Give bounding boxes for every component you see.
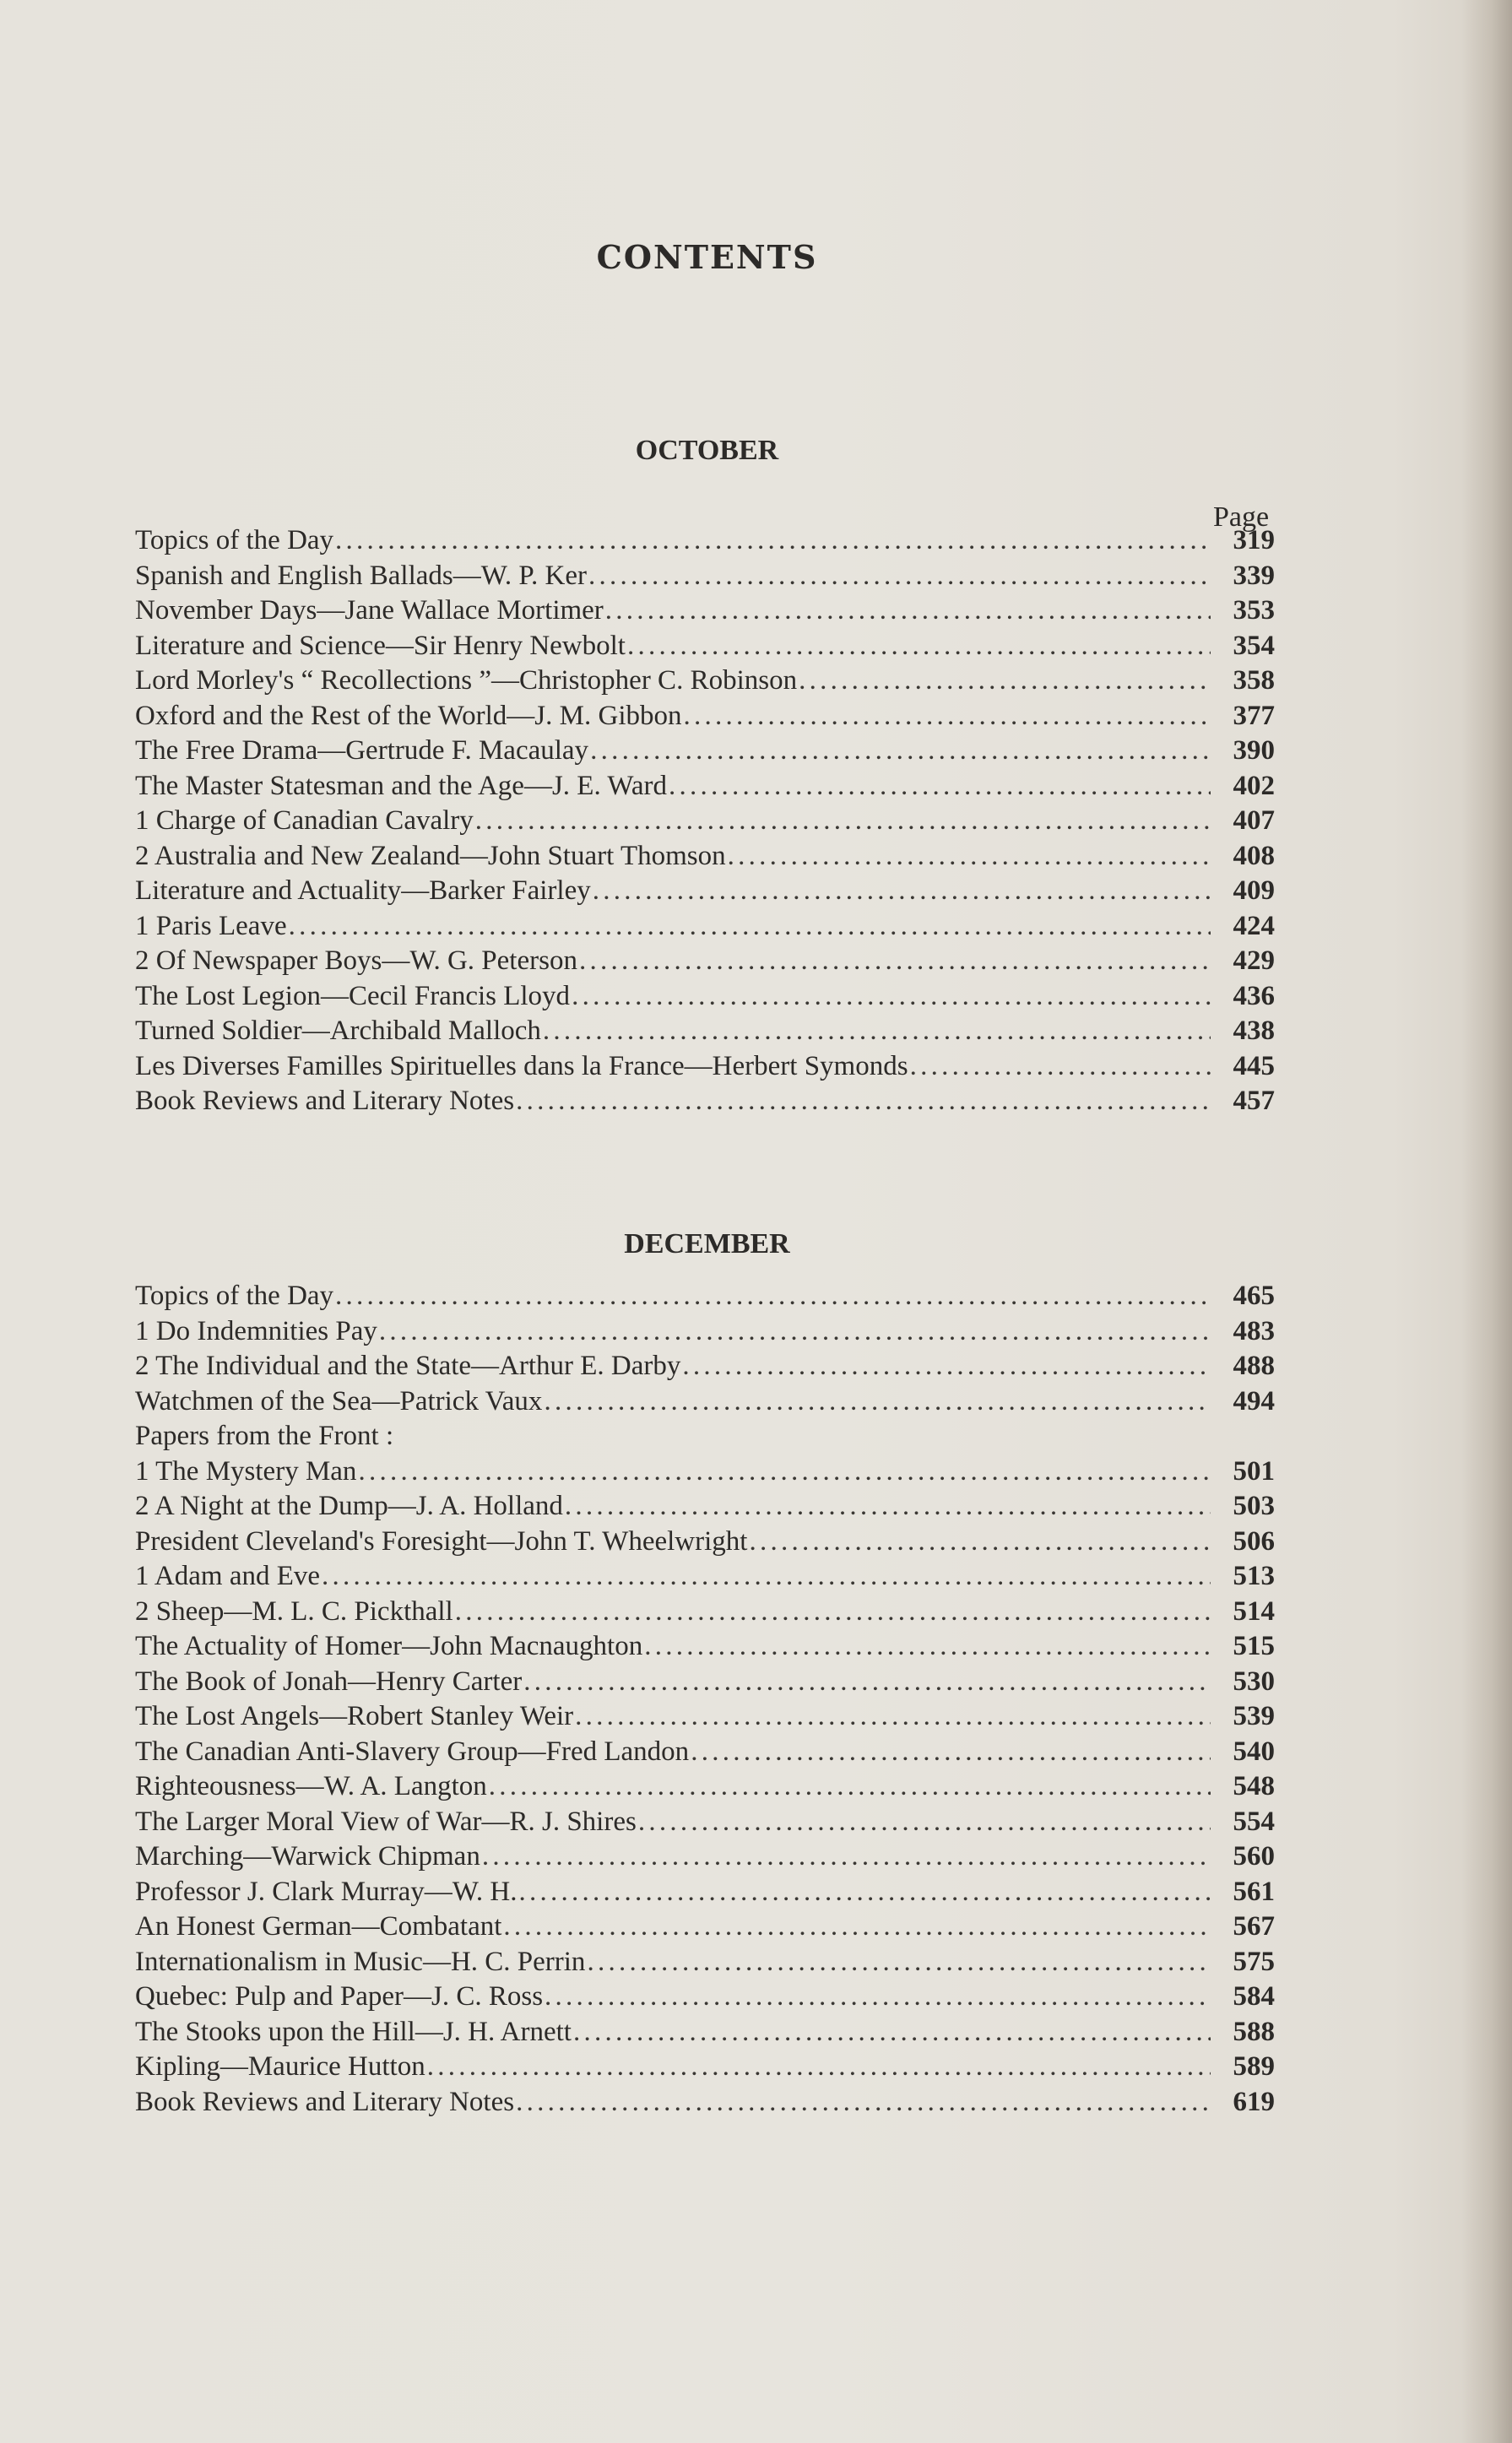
dot-leader <box>503 1909 1211 1945</box>
dot-leader <box>590 734 1211 769</box>
page-title: CONTENTS <box>596 238 818 276</box>
toc-entry <box>135 1419 1283 1454</box>
toc-entry <box>135 1084 1283 1119</box>
dot-leader <box>644 1629 1211 1665</box>
toc-entry-page-number: 408 <box>1233 840 1275 871</box>
toc-entry-title: The Lost Legion—Cecil Francis Lloyd <box>135 980 571 1011</box>
toc-entry <box>135 1559 1283 1595</box>
dot-leader <box>593 874 1211 909</box>
toc-entry-page-number: 575 <box>1233 1946 1275 1977</box>
toc-entry <box>135 1665 1283 1700</box>
toc-entry <box>135 1875 1283 1910</box>
toc-entry-page-number: 319 <box>1233 525 1275 555</box>
toc-entry-page-number: 354 <box>1233 630 1275 661</box>
toc-entry-page-number: 548 <box>1233 1771 1275 1801</box>
toc-entry-page-number: 515 <box>1233 1631 1275 1661</box>
toc-entry <box>135 1049 1283 1085</box>
toc-entry <box>135 664 1283 699</box>
toc-entry-title: Turned Soldier—Archibald Malloch <box>135 1016 541 1046</box>
toc-entry-title: Literature and Science—Sir Henry Newbolt <box>135 630 626 661</box>
toc-entry-page-number: 513 <box>1233 1561 1275 1591</box>
toc-entry-page-number: 589 <box>1233 2051 1275 2082</box>
dot-leader <box>588 559 1211 594</box>
dot-leader <box>572 979 1211 1015</box>
toc-entry <box>135 804 1283 839</box>
toc-entry-page-number: 436 <box>1233 980 1275 1011</box>
toc-entry-page-number: 554 <box>1233 1806 1275 1837</box>
toc-entry-title: An Honest German—Combatant <box>135 1911 502 1942</box>
toc-entry-title: Watchmen of the Sea—Patrick Vaux <box>135 1385 543 1417</box>
toc-entry-page-number: 530 <box>1233 1666 1275 1697</box>
toc-entry-page-number: 353 <box>1233 595 1275 626</box>
toc-entry-title: Topics of the Day <box>135 1281 334 1311</box>
toc-entry-page-number: 561 <box>1233 1876 1275 1907</box>
toc-entry <box>135 2085 1283 2121</box>
dot-leader <box>335 1279 1211 1314</box>
toc-entry <box>135 1769 1283 1805</box>
toc-entry <box>135 1489 1283 1525</box>
toc-entry-title: The Canadian Anti-Slavery Group—Fred Landon <box>135 1736 690 1767</box>
toc-entry-page-number: 483 <box>1233 1315 1275 1346</box>
dot-leader <box>638 1805 1211 1840</box>
dot-leader <box>358 1454 1211 1490</box>
toc-entry <box>135 944 1283 979</box>
toc-entry <box>135 593 1283 629</box>
toc-entry-title: 2 Of Newspaper Boys—W. G. Peterson <box>135 945 577 976</box>
toc-entry-page-number: 457 <box>1233 1086 1275 1116</box>
dot-leader <box>799 664 1211 699</box>
dot-leader <box>523 1665 1211 1700</box>
dot-leader <box>587 1945 1211 1980</box>
toc-entry-title: Kipling—Maurice Hutton <box>135 2051 425 2082</box>
toc-entry-title: 2 A Night at the Dump—J. A. Holland <box>135 1491 563 1521</box>
toc-entry-page-number: 402 <box>1233 770 1275 801</box>
toc-entry-title: 1 Do Indemnities Pay <box>135 1315 377 1346</box>
dot-leader <box>579 944 1211 979</box>
toc-entry <box>135 629 1283 664</box>
dot-leader <box>545 1980 1211 2015</box>
toc-entry-title: Literature and Actuality—Barker Fairley <box>135 875 591 906</box>
toc-entry-title: 1 The Mystery Man <box>135 1455 357 1487</box>
toc-entry <box>135 1909 1283 1945</box>
toc-entry-page-number: 390 <box>1233 735 1275 766</box>
toc-entry-title: Lord Morley's “ Recollections ”—Christopher C. Robinson <box>135 665 798 696</box>
dot-leader <box>544 1384 1211 1420</box>
dot-leader <box>669 769 1211 804</box>
dot-leader <box>728 839 1211 875</box>
toc-entry-page-number: 567 <box>1233 1911 1275 1942</box>
toc-entry-page-number: 409 <box>1233 875 1275 906</box>
toc-entry-title: The Book of Jonah—Henry Carter <box>135 1666 523 1697</box>
toc-entry-title: The Free Drama—Gertrude F. Macaulay <box>135 735 589 766</box>
toc-entry <box>135 1454 1283 1490</box>
toc-entry-title: The Lost Angels—Robert Stanley Weir <box>135 1701 574 1731</box>
toc-entry-title: 2 Sheep—M. L. C. Pickthall <box>135 1595 453 1627</box>
toc-entry-title: 2 Australia and New Zealand—John Stuart Thomson <box>135 840 726 871</box>
toc-entry-title: 1 Adam and Eve <box>135 1561 321 1591</box>
dot-leader <box>543 1014 1211 1049</box>
toc-entry-title: The Stooks upon the Hill—J. H. Arnett <box>135 2016 572 2047</box>
dot-leader <box>322 1559 1211 1595</box>
page-edge-shadow <box>1461 0 1512 2443</box>
dot-leader <box>518 1875 1211 1910</box>
toc-entry <box>135 1384 1283 1420</box>
dot-leader <box>627 629 1211 664</box>
toc-entry-page-number: 503 <box>1233 1491 1275 1521</box>
section-heading-december: DECEMBER <box>624 1228 790 1259</box>
toc-list-december <box>135 1279 1283 2120</box>
toc-entry <box>135 1839 1283 1875</box>
toc-entry-title: President Cleveland's Foresight—John T. Wheelwright <box>135 1525 748 1557</box>
toc-entry-page-number: 377 <box>1233 700 1275 731</box>
toc-entry-title: Book Reviews and Literary Notes <box>135 2086 515 2117</box>
toc-entry <box>135 1349 1283 1384</box>
toc-entry-page-number: 506 <box>1233 1525 1275 1557</box>
toc-entry <box>135 559 1283 594</box>
toc-entry-title: The Actuality of Homer—John Macnaughton <box>135 1631 643 1661</box>
toc-entry-page-number: 494 <box>1233 1385 1275 1417</box>
toc-entry <box>135 1525 1283 1560</box>
toc-entry-page-number: 619 <box>1233 2086 1275 2117</box>
dot-leader <box>516 2085 1211 2121</box>
toc-entry-title: 2 The Individual and the State—Arthur E. Darby <box>135 1351 681 1381</box>
toc-list-october <box>135 523 1283 1119</box>
toc-entry-page-number: 438 <box>1233 1016 1275 1046</box>
toc-entry-title: Topics of the Day <box>135 525 334 555</box>
toc-entry <box>135 1629 1283 1665</box>
dot-leader <box>379 1314 1211 1350</box>
toc-entry <box>135 2050 1283 2085</box>
dot-leader <box>335 523 1211 559</box>
toc-entry <box>135 1699 1283 1735</box>
toc-entry-title: The Larger Moral View of War—R. J. Shires <box>135 1806 637 1837</box>
dot-leader <box>575 1699 1211 1735</box>
toc-entry-page-number: 560 <box>1233 1841 1275 1872</box>
dot-leader <box>749 1525 1211 1560</box>
toc-entry-page-number: 424 <box>1233 910 1275 941</box>
dot-leader <box>427 2050 1211 2085</box>
toc-entry-title: November Days—Jane Wallace Mortimer <box>135 595 604 626</box>
toc-entry-page-number: 445 <box>1233 1050 1275 1081</box>
toc-entry-page-number: 584 <box>1233 1981 1275 2012</box>
dot-leader <box>605 593 1211 629</box>
dot-leader <box>573 2015 1211 2050</box>
dot-leader <box>565 1489 1211 1525</box>
toc-entry <box>135 1980 1283 2015</box>
toc-entry-page-number: 465 <box>1233 1281 1275 1311</box>
toc-entry-page-number: 588 <box>1233 2016 1275 2047</box>
dot-leader <box>684 699 1211 734</box>
toc-entry <box>135 839 1283 875</box>
toc-entry-title: 1 Charge of Canadian Cavalry <box>135 805 474 836</box>
dot-leader <box>516 1084 1211 1119</box>
toc-entry-title: Oxford and the Rest of the World—J. M. Gibbon <box>135 700 682 731</box>
toc-entry-title: Spanish and English Ballads—W. P. Ker <box>135 560 588 591</box>
toc-entry <box>135 1945 1283 1980</box>
toc-entry <box>135 979 1283 1015</box>
toc-entry <box>135 769 1283 804</box>
dot-leader <box>475 804 1211 839</box>
toc-entry-title: Book Reviews and Literary Notes <box>135 1086 515 1116</box>
toc-entry <box>135 1014 1283 1049</box>
toc-entry-page-number: 488 <box>1233 1351 1275 1381</box>
toc-entry-page-number: 407 <box>1233 805 1275 836</box>
toc-entry-page-number: 339 <box>1233 560 1275 591</box>
dot-leader <box>682 1349 1211 1384</box>
toc-entry <box>135 1805 1283 1840</box>
toc-entry <box>135 1595 1283 1630</box>
toc-entry-title: Marching—Warwick Chipman <box>135 1841 480 1872</box>
toc-entry-title: Quebec: Pulp and Paper—J. C. Ross <box>135 1981 544 2012</box>
dot-leader <box>482 1839 1211 1875</box>
page-column-label: Page <box>1212 501 1270 533</box>
toc-entry-title: Papers from the Front : <box>135 1421 394 1451</box>
toc-entry-page-number: 540 <box>1233 1736 1275 1767</box>
dot-leader <box>455 1595 1211 1630</box>
toc-entry-title: Righteousness—W. A. Langton <box>135 1771 487 1801</box>
toc-entry-page-number: 358 <box>1233 665 1275 696</box>
toc-entry <box>135 1735 1283 1770</box>
toc-entry-page-number: 429 <box>1233 945 1275 976</box>
toc-entry <box>135 1279 1283 1314</box>
section-heading-october: OCTOBER <box>635 435 779 466</box>
toc-entry-page-number: 501 <box>1233 1455 1275 1487</box>
dot-leader <box>910 1049 1211 1085</box>
toc-entry <box>135 523 1283 559</box>
toc-entry-page-number: 539 <box>1233 1701 1275 1731</box>
toc-entry <box>135 699 1283 734</box>
toc-entry <box>135 874 1283 909</box>
toc-entry-title: Professor J. Clark Murray—W. H. <box>135 1876 518 1907</box>
toc-entry-title: The Master Statesman and the Age—J. E. Ward <box>135 770 667 801</box>
dot-leader <box>289 909 1211 945</box>
toc-entry-page-number: 514 <box>1233 1595 1275 1627</box>
toc-entry-title: Internationalism in Music—H. C. Perrin <box>135 1946 586 1977</box>
toc-entry <box>135 909 1283 945</box>
dot-leader <box>691 1735 1211 1770</box>
toc-entry-title: Les Diverses Familles Spirituelles dans la France—Herbert Symonds <box>135 1050 908 1081</box>
toc-entry <box>135 1314 1283 1350</box>
dot-leader <box>489 1769 1211 1805</box>
toc-entry <box>135 734 1283 769</box>
toc-entry-title: 1 Paris Leave <box>135 910 287 941</box>
toc-entry <box>135 2015 1283 2050</box>
